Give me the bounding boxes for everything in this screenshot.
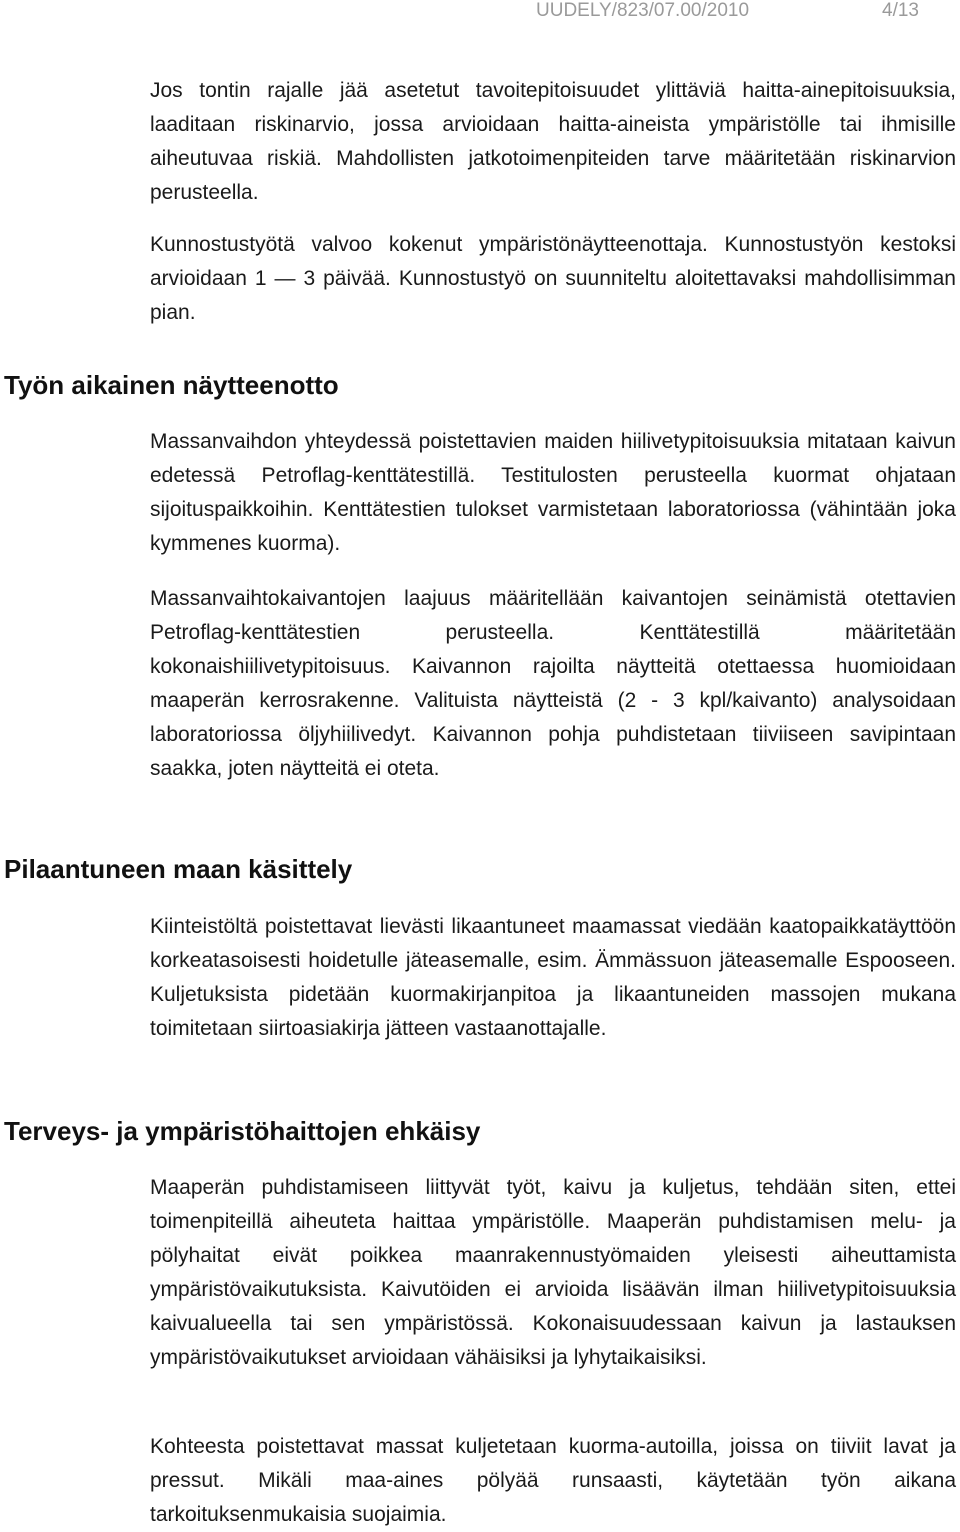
heading-harm-prevention: Terveys- ja ympäristöhaittojen ehkäisy xyxy=(4,1116,481,1146)
heading-sampling: Työn aikainen näytteenotto xyxy=(4,370,339,400)
document-reference: UUDELY/823/07.00/2010 xyxy=(536,0,750,21)
paragraph-risk-assessment: Jos tontin rajalle jää asetetut tavoitepitoisuudet ylittäviä haitta-ainepitoisuuksia, laaditaan riskinarvio, jossa arvioidaan haitta-aineista ympäristölle tai ihmisille aiheutuvaa riskiä. Mahdollisten jatkotoimenpiteiden tarve määritetään riskinarvion perusteella. xyxy=(150,79,956,204)
paragraph-excavation-extent: Massanvaihtokaivantojen laajuus määritellään kaivantojen seinämistä otettavien Petroflag-kenttätestien perusteella. Kenttätestillä määritetään kokonaishiilivetypitoisuus. Kaivannon rajoilta näytteitä otettaessa huomioidaan maaperän kerrosrakenne. Valituista näytteistä (2 - 3 kpl/kaivanto) analysoidaan laboratoriossa öljyhiilivedyt. Kaivannon pohja puhdistetaan tiiviiseen savipintaan saakka, joten näytteitä ei oteta. xyxy=(150,587,956,780)
paragraph-soil-disposal: Kiinteistöltä poistettavat lievästi likaantuneet maamassat viedään kaatopaikkatäyttöön korkeatasoisesti hoidetulle jäteasemalle, esim. Ämmässuon jäteasemalle Espooseen. Kuljetuksista pidetään kuormakirjanpitoa ja likaantuneiden massojen mukana toimitetaan siirtoasiakirja jätteen vastaanottajalle. xyxy=(150,915,956,1040)
page-header xyxy=(0,0,960,24)
paragraph-field-testing: Massanvaihdon yhteydessä poistettavien maiden hiilivetypitoisuuksia mitataan kaivun edetessä Petroflag-kenttätestillä. Testitulosten perusteella kuormat ohjataan sijoituspaikkoihin. Kenttätestien tulokset varmistetaan laboratoriossa (vähintään joka kymmenes kuorma). xyxy=(150,430,956,555)
heading-soil-handling: Pilaantuneen maan käsittely xyxy=(4,854,353,884)
paragraph-supervision: Kunnostustyötä valvoo kokenut ympäristönäytteenottaja. Kunnostustyön kestoksi arvioidaan 1 — 3 päivää. Kunnostustyö on suunniteltu aloitettavaksi mahdollisimman pian. xyxy=(150,233,956,324)
paragraph-environmental-impact: Maaperän puhdistamiseen liittyvät työt, kaivu ja kuljetus, tehdään siten, ettei toimenpiteillä aiheuteta haittaa ympäristölle. Maaperän puhdistamisen melu- ja pölyhaitat eivät poikkea maanrakennustyömaiden yleisesti aiheuttamista ympäristövaikutuksista. Kaivutöiden ei arvioida lisäävän ilman hiilivetypitoisuuksia kaivualueella tai sen ympäristössä. Kokonaisuudessaan kaivun ja lastauksen ympäristövaikutukset arvioidaan vähäisiksi ja lyhytaikaisiksi. xyxy=(150,1176,956,1369)
page-number: 4/13 xyxy=(882,0,919,21)
paragraph-transport: Kohteesta poistettavat massat kuljetetaan kuorma-autoilla, joissa on tiiviit lavat ja pressut. Mikäli maa-aines pölyää runsaasti, käytetään työn aikana tarkoituksenmukaisia suojaimia. xyxy=(150,1435,956,1526)
